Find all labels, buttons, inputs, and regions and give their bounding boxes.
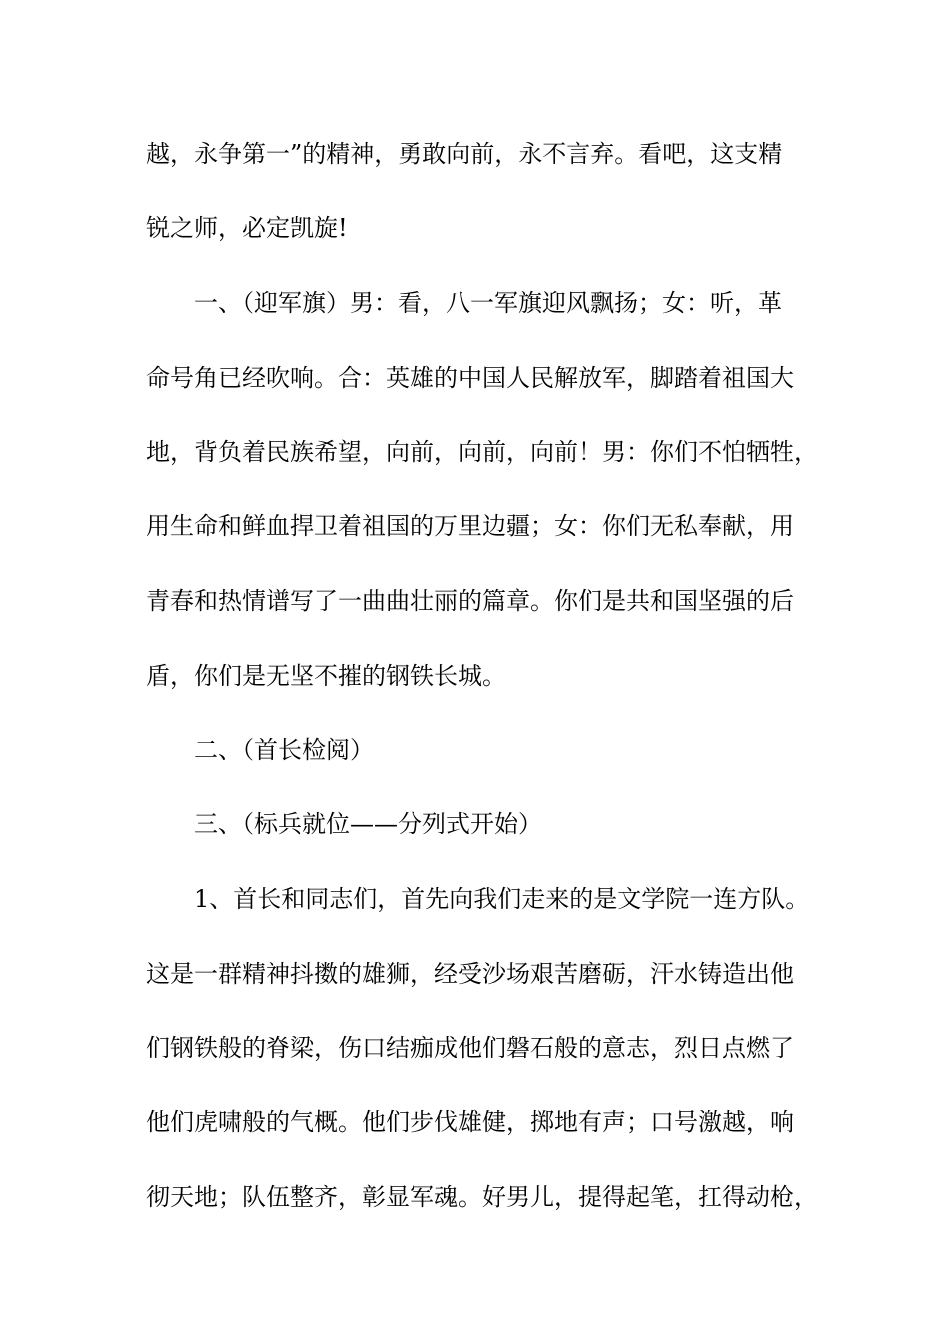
text-line: 三、（标兵就位——分列式开始） bbox=[194, 810, 542, 838]
text-line: 们钢铁般的脊梁，伤口结痂成他们磐石般的意志，烈日点燃了 bbox=[146, 1034, 794, 1062]
text-line: 这是一群精神抖擞的雄狮，经受沙场艰苦磨砺，汗水铸造出他 bbox=[146, 960, 794, 988]
text-line: 青春和热情谱写了一曲曲壮丽的篇章。你们是共和国坚强的后 bbox=[146, 587, 794, 615]
text-line: 盾，你们是无坚不摧的钢铁长城。 bbox=[146, 662, 506, 690]
text-line: 二、（首长检阅） bbox=[194, 736, 374, 764]
text-line: 一、（迎军旗）男：看，八一军旗迎风飘扬；女：听，革 bbox=[194, 289, 782, 317]
text-line: 1、首长和同志们，首先向我们走来的是文学院一连方队。 bbox=[194, 885, 810, 913]
text-line: 锐之师，必定凯旋! bbox=[146, 214, 348, 242]
text-line: 地，背负着民族希望，向前，向前，向前！男：你们不怕牺牲， bbox=[146, 438, 818, 466]
text-line: 命号角已经吹响。合：英雄的中国人民解放军，脚踏着祖国大 bbox=[146, 364, 794, 392]
text-line: 用生命和鲜血捍卫着祖国的万里边疆；女：你们无私奉献，用 bbox=[146, 512, 794, 540]
text-line: 彻天地；队伍整齐，彰显军魂。好男儿，提得起笔，扛得动枪， bbox=[146, 1183, 818, 1211]
text-line: 他们虎啸般的气概。他们步伐雄健，掷地有声；口号激越，响 bbox=[146, 1108, 794, 1136]
text-line: 越，永争第一”的精神，勇敢向前，永不言弃。看吧，这支精 bbox=[146, 140, 783, 168]
